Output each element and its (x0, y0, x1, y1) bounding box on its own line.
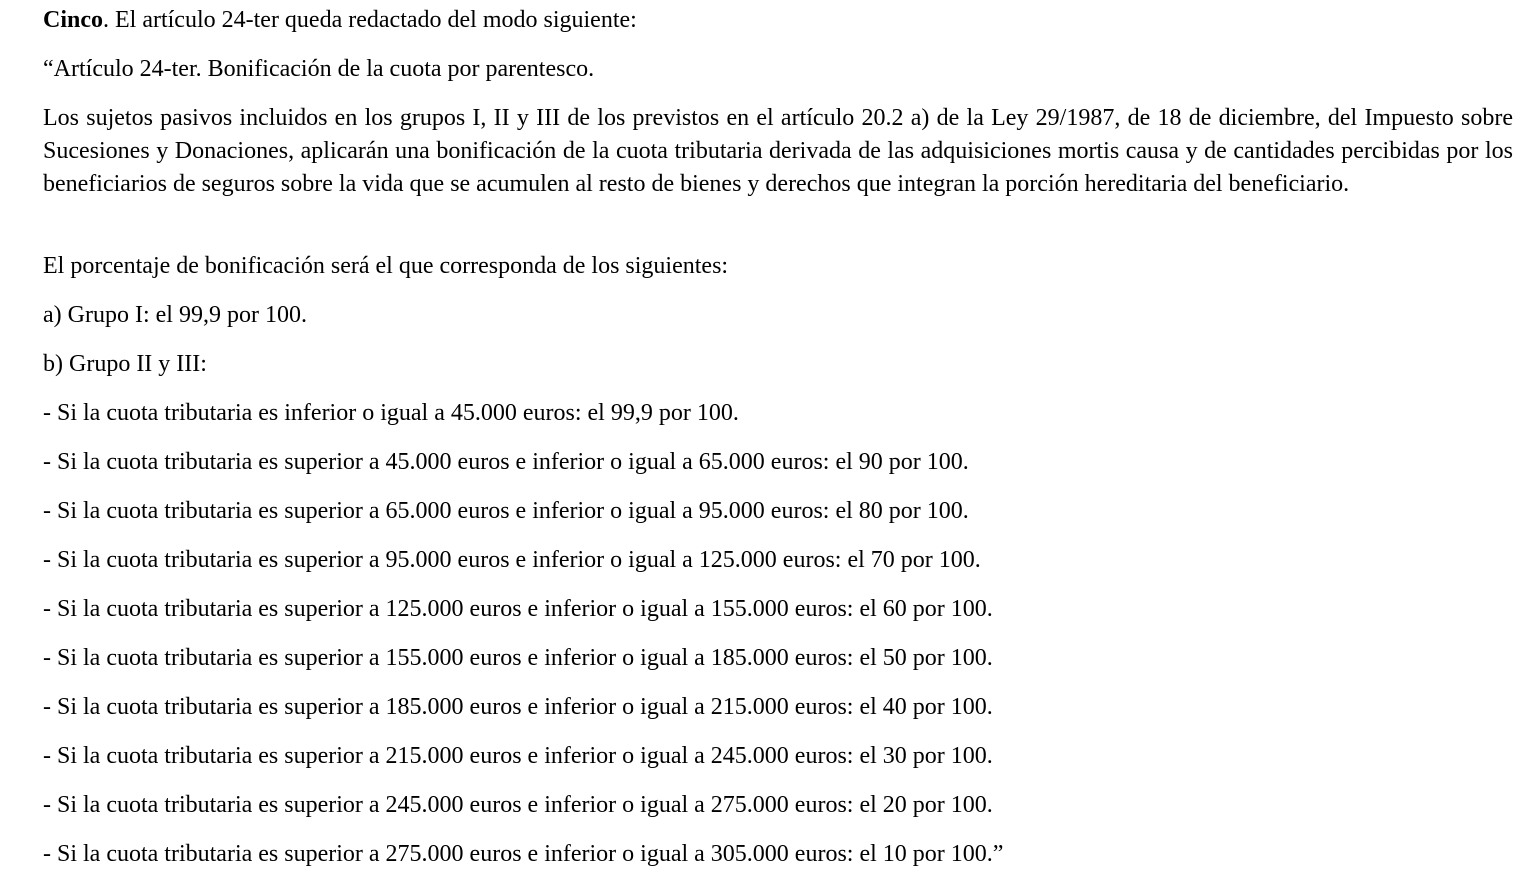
bracket-item: - Si la cuota tributaria es superior a 155.000 euros e inferior o igual a 185.000 euros: el 50 por 100. (43, 645, 993, 671)
section-heading-bold: Cinco (43, 7, 103, 33)
bracket-item: - Si la cuota tributaria es superior a 215.000 euros e inferior o igual a 245.000 euros: el 30 por 100. (43, 743, 993, 769)
group-a-item: a) Grupo I: el 99,9 por 100. (43, 302, 307, 328)
section-heading-text: . El artículo 24-ter queda redactado del modo siguiente: (103, 7, 637, 33)
group-b-item: b) Grupo II y III: (43, 351, 207, 377)
article-title: “Artículo 24-ter. Bonificación de la cuota por parentesco. (43, 56, 595, 82)
intro-paragraph: Los sujetos pasivos incluidos en los grupos I, II y III de los previstos en el artículo 20.2 a) de la Ley 29/1987, de 18 de diciembre, del Impuesto sobre Sucesiones y Donaciones, aplicarán una bonificación de la cuota tributaria derivada de las adquisiciones mortis causa y de cantidades percibidas por los beneficiarios de seguros sobre la vida que se acumulen al resto de bienes y derechos que integran la porción hereditaria del beneficiario. (43, 105, 1513, 197)
bracket-item: - Si la cuota tributaria es inferior o igual a 45.000 euros: el 99,9 por 100. (43, 400, 739, 426)
bracket-item: - Si la cuota tributaria es superior a 245.000 euros e inferior o igual a 275.000 euros: el 20 por 100. (43, 792, 993, 818)
percentage-intro: El porcentaje de bonificación será el que corresponda de los siguientes: (43, 253, 729, 279)
bracket-item: - Si la cuota tributaria es superior a 185.000 euros e inferior o igual a 215.000 euros: el 40 por 100. (43, 694, 993, 720)
bracket-item: - Si la cuota tributaria es superior a 95.000 euros e inferior o igual a 125.000 euros: el 70 por 100. (43, 547, 981, 573)
bracket-item: - Si la cuota tributaria es superior a 275.000 euros e inferior o igual a 305.000 euros: el 10 por 100.” (43, 841, 1004, 867)
bracket-item: - Si la cuota tributaria es superior a 65.000 euros e inferior o igual a 95.000 euros: el 80 por 100. (43, 498, 969, 524)
section-heading (43, 4, 637, 37)
bracket-item: - Si la cuota tributaria es superior a 125.000 euros e inferior o igual a 155.000 euros: el 60 por 100. (43, 596, 993, 622)
bracket-item: - Si la cuota tributaria es superior a 45.000 euros e inferior o igual a 65.000 euros: el 90 por 100. (43, 449, 969, 475)
